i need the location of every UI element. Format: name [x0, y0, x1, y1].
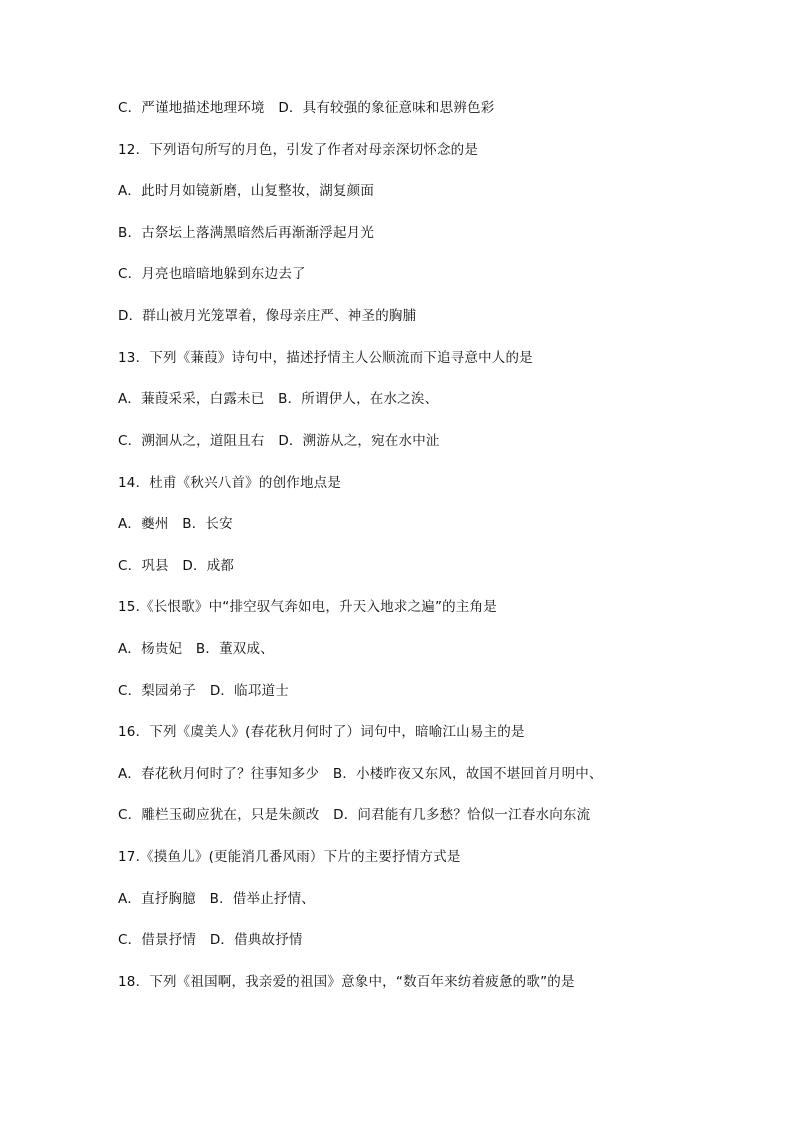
option-line-17-ab: A．直抒胸臆 B．借举止抒情、 [118, 891, 315, 907]
option-line-13-cd: C．溯洄从之，道阻且右 D．溯游从之，宛在水中沚 [118, 433, 440, 449]
option-line-13-ab: A．蒹葭采采，白露未已 B．所谓伊人，在水之涘、 [118, 391, 439, 407]
option-line-12-d: D．群山被月光笼罩着，像母亲庄严、神圣的胸脯 [118, 308, 417, 324]
option-line-14-cd: C．巩县 D．成都 [118, 558, 235, 574]
option-line-15-ab: A．杨贵妃 B．董双成、 [118, 641, 274, 657]
question-18: 18．下列《祖国啊，我亲爱的祖国》意象中，“数百年来纺着疲惫的歌”的是 [118, 974, 575, 990]
option-line-12-b: B．古祭坛上落满黑暗然后再渐渐浮起月光 [118, 225, 375, 241]
option-line-11-cd: C．严谨地描述地理环境 D．具有较强的象征意味和思辨色彩 [118, 100, 495, 116]
option-line-15-cd: C．梨园弟子 D．临邛道士 [118, 683, 289, 699]
option-line-12-a: A．此时月如镜新磨，山复整妆，湖复颜面 [118, 183, 375, 199]
question-17: 17.《摸鱼儿》(更能消几番风雨）下片的主要抒情方式是 [118, 849, 461, 865]
option-line-17-cd: C．借景抒情 D．借典故抒情 [118, 932, 303, 948]
option-line-16-cd: C．雕栏玉砌应犹在，只是朱颜改 D．问君能有几多愁？恰似一江春水向东流 [118, 807, 591, 823]
option-line-16-ab: A．春花秋月何时了？往事知多少 B．小楼昨夜又东风，故国不堪回首月明中、 [118, 766, 603, 782]
option-line-12-c: C．月亮也暗暗地躲到东边去了 [118, 266, 306, 282]
question-13: 13．下列《蒹葭》诗句中，描述抒情主人公顺流而下追寻意中人的是 [118, 350, 533, 366]
question-15: 15.《长恨歌》中“排空驭气奔如电，升天入地求之遍”的主角是 [118, 599, 497, 615]
question-16: 16．下列《虞美人》(春花秋月何时了）词句中，暗喻江山易主的是 [118, 724, 525, 740]
question-14: 14．杜甫《秋兴八首》的创作地点是 [118, 475, 342, 491]
question-12: 12．下列语句所写的月色，引发了作者对母亲深切怀念的是 [118, 142, 479, 158]
option-line-14-ab: A．夔州 B．长安 [118, 516, 233, 532]
